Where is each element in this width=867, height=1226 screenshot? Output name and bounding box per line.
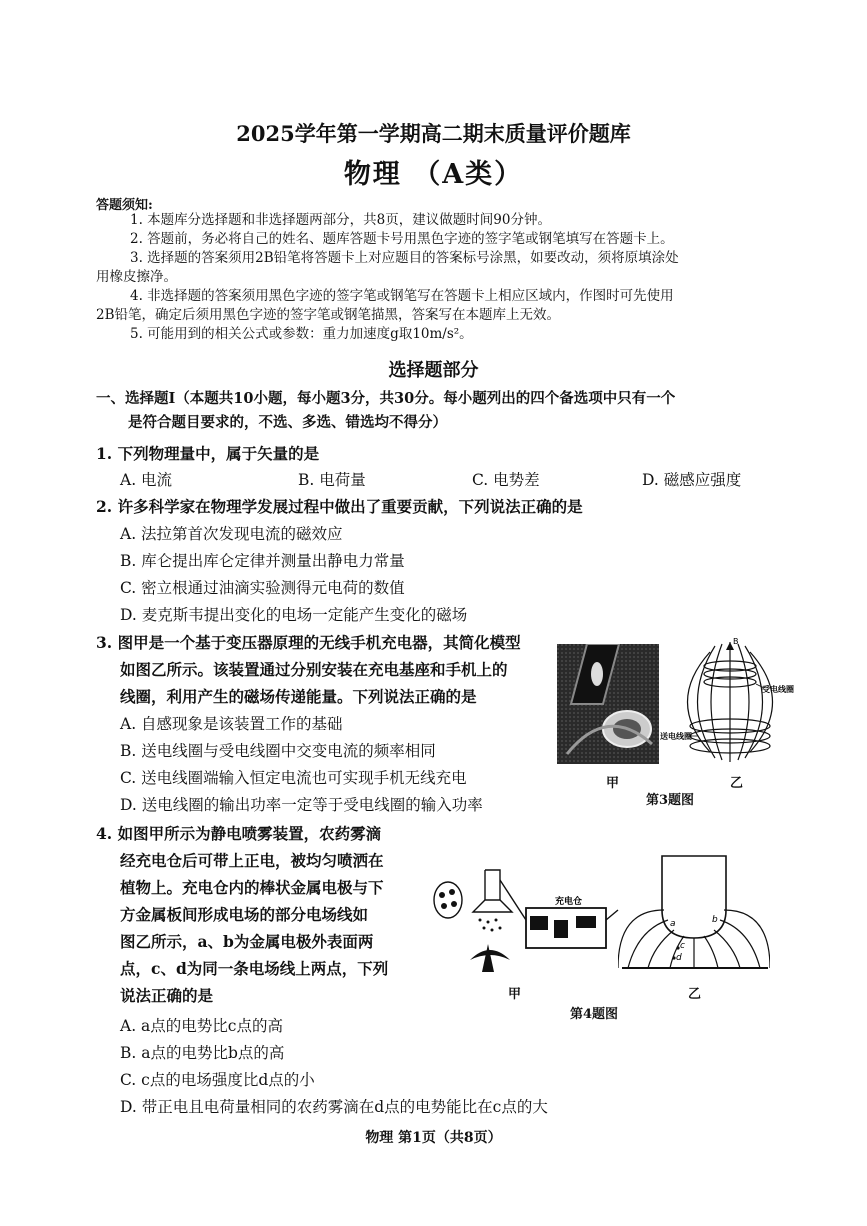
q2-option-d: D. 麦克斯韦提出变化的电场一定能产生变化的磁场 [120,606,468,624]
q3-stem-line3: 线圈，利用产生的磁场传递能量。下列说法正确的是 [120,687,477,706]
q3-stem-line2: 如图乙所示。该装置通过分别安装在充电基座和手机上的 [120,660,508,679]
q4-figure-spray-device [430,860,620,980]
q4-label-d: d [676,953,682,963]
q2-option-b: B. 库仑提出库仑定律并测量出静电力常量 [120,552,405,570]
q3-figure-coils [660,632,800,772]
q1-option-a: A. 电流 [120,471,173,489]
q2-option-a: A. 法拉第首次发现电流的磁效应 [120,525,343,543]
note-5: 5. 可能用到的相关公式或参数：重力加速度g取10m/s²。 [130,326,473,342]
section-instruction-cont: 是符合题目要求的，不选、多选、错选均不得分） [128,414,447,431]
q4-stem-line5: 图乙所示，a、b为金属电极外表面两 [120,932,374,951]
q2-option-c: C. 密立根通过油滴实验测得元电荷的数值 [120,579,405,597]
note-3: 3. 选择题的答案须用2B铅笔将答题卡上对应题目的答案标号涂黑，如要改动，须将原填涂处 [130,250,679,266]
q4-label-chamber: 充电仓 [555,897,583,907]
q4-stem-line6: 点，c、d为同一条电场线上两点，下列 [120,959,389,978]
q4-label-c: c [680,941,685,951]
q3-label-yi: 乙 [730,776,744,791]
q4-label-b: b [712,915,718,925]
section-instruction: 一、选择题Ⅰ（本题共10小题，每小题3分，共30分。每小题列出的四个备选项中只有一个 [96,390,676,407]
q3-option-b: B. 送电线圈与受电线圈中交变电流的频率相同 [120,742,436,760]
q3-figure-photo [557,644,659,764]
q4-figure-field-lines [618,850,770,975]
q3-label-send-coil: 送电线圈 [660,732,692,741]
q4-label-a: a [670,919,676,929]
note-2: 2. 答题前，务必将自己的姓名、题库答题卡号用黑色字迹的签字笔或钢笔填写在答题卡上。 [130,231,674,247]
q1-option-c: C. 电势差 [472,471,540,489]
subject-title: 物理 （A类） [343,159,524,190]
q4-label-jia: 甲 [508,987,522,1002]
q4-option-c: C. c点的电场强度比d点的小 [120,1071,315,1089]
q3-figure-caption: 第3题图 [646,793,695,808]
q4-stem-line1: 4. 如图甲所示为静电喷雾装置，农药雾滴 [96,824,382,843]
q3-option-d: D. 送电线圈的输出功率一定等于受电线圈的输入功率 [120,796,483,814]
q4-option-d: D. 带正电且电荷量相同的农药雾滴在d点的电势能比在c点的大 [120,1098,548,1116]
note-4-cont: 2B铅笔，确定后须用黑色字迹的签字笔或钢笔描黑，答案写在本题库上无效。 [96,307,561,323]
section-title: 选择题部分 [388,360,479,381]
note-3-cont: 用橡皮擦净。 [96,269,177,285]
q1-option-b: B. 电荷量 [298,471,366,489]
q3-stem-line1: 3. 图甲是一个基于变压器原理的无线手机充电器，其简化模型 [96,633,521,652]
q3-label-receive-coil: 受电线圈 [762,685,794,694]
page-footer: 物理 第1页（共8页） [365,1130,502,1146]
q4-figure-caption: 第4题图 [570,1007,619,1022]
q4-stem-line7: 说法正确的是 [120,986,214,1005]
q3-label-b: B [733,637,739,646]
q4-option-b: B. a点的电势比b点的高 [120,1044,285,1062]
note-4: 4. 非选择题的答案须用黑色字迹的签字笔或钢笔写在答题卡上相应区域内，作图时可先使用 [130,288,674,304]
q3-option-a: A. 自感现象是该装置工作的基础 [120,715,343,733]
page-title: 2025学年第一学期高二期末质量评价题库 [236,121,631,146]
q1-option-d: D. 磁感应强度 [642,471,742,489]
q4-label-yi: 乙 [688,987,702,1002]
note-1: 1. 本题库分选择题和非选择题两部分，共8页，建议做题时间90分钟。 [130,212,551,228]
q4-stem-line2: 经充电仓后可带上正电，被均匀喷洒在 [120,851,384,870]
q1-stem: 1. 下列物理量中，属于矢量的是 [96,444,320,463]
q4-option-a: A. a点的电势比c点的高 [120,1017,283,1035]
q4-stem-line4: 方金属板间形成电场的部分电场线如 [120,905,369,924]
q3-label-jia: 甲 [606,776,620,791]
q2-stem: 2. 许多科学家在物理学发展过程中做出了重要贡献，下列说法正确的是 [96,497,583,516]
q4-stem-line3: 植物上。充电仓内的棒状金属电极与下 [120,878,384,897]
notes-heading: 答题须知: [96,198,153,213]
q3-option-c: C. 送电线圈端输入恒定电流也可实现手机无线充电 [120,769,467,787]
